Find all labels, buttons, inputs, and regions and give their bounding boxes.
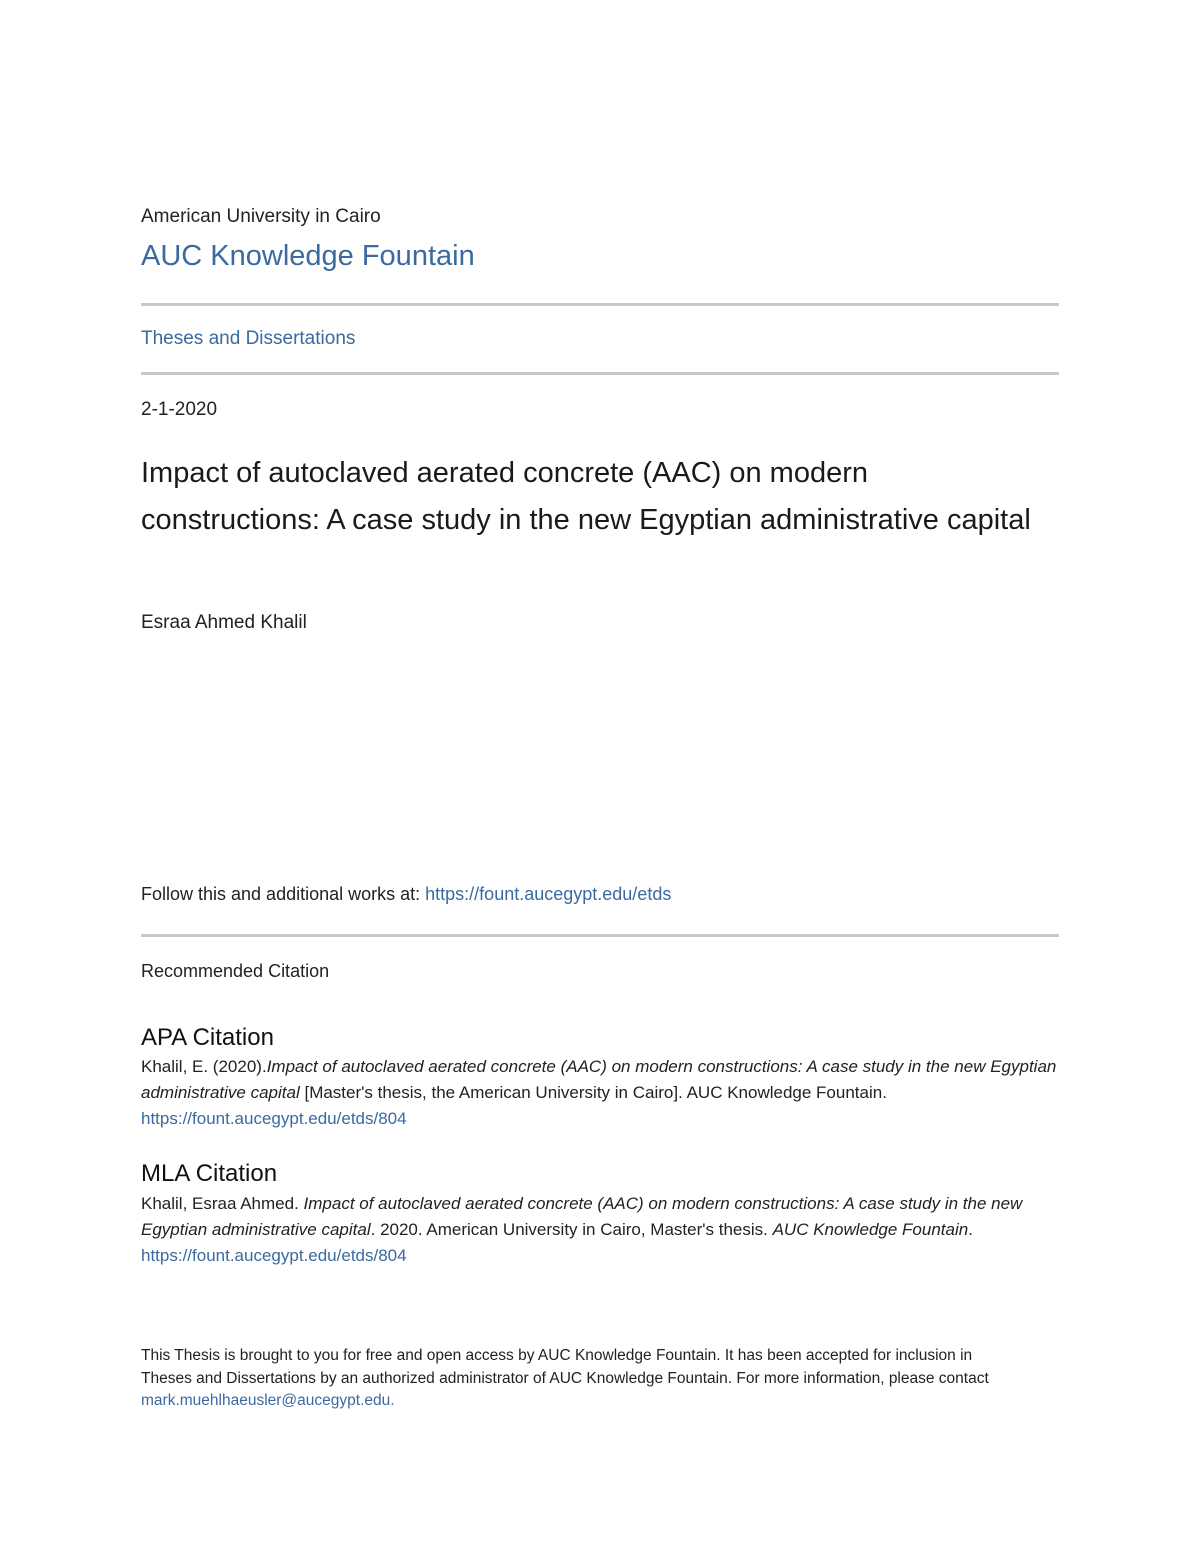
follow-prefix: Follow this and additional works at:	[141, 884, 426, 904]
repository-link[interactable]: AUC Knowledge Fountain	[141, 240, 475, 272]
mla-title: Impact of autoclaved aerated concrete (AAC) on modern constructions: A case study in the new Egyptian administrative capital	[141, 1194, 1023, 1239]
apa-suffix: [Master's thesis, the American University in Cairo]. AUC Knowledge Fountain.	[299, 1083, 887, 1102]
apa-prefix: Khalil, E. (2020).	[141, 1057, 267, 1076]
notice-end: .	[390, 1392, 395, 1409]
follow-link[interactable]: https://fount.aucegypt.edu/etds	[425, 884, 672, 904]
apa-citation-heading: APA Citation	[141, 1024, 274, 1051]
contact-email-link[interactable]: mark.muehlhaeusler@aucegypt.edu	[141, 1392, 391, 1409]
mla-source: AUC Knowledge Fountain	[772, 1220, 969, 1239]
recommended-citation-heading: Recommended Citation	[141, 961, 330, 981]
divider	[141, 303, 1059, 306]
mla-link[interactable]: https://fount.aucegypt.edu/etds/804	[141, 1246, 407, 1265]
mla-citation-heading: MLA Citation	[141, 1160, 278, 1187]
institution-name: American University in Cairo	[141, 206, 381, 227]
publication-date: 2-1-2020	[141, 399, 218, 420]
document-title: Impact of autoclaved aerated concrete (AAC) on modern constructions: A case study in the new Egyptian administrative capital	[141, 457, 1031, 536]
mla-citation	[141, 1191, 1059, 1269]
follow-line	[141, 884, 671, 905]
mla-prefix: Khalil, Esraa Ahmed.	[141, 1194, 304, 1213]
apa-title: Impact of autoclaved aerated concrete (AAC) on modern constructions: A case study in the new Egyptian administrative capital	[141, 1057, 1057, 1102]
apa-link[interactable]: https://fount.aucegypt.edu/etds/804	[141, 1109, 407, 1128]
divider	[141, 372, 1059, 375]
notice-text: This Thesis is brought to you for free and open access by AUC Knowledge Fountain. It has been accepted for inclusion in Theses and Dissertations by an authorized administrator of AUC Knowledge Fountain. For more information, please contact	[141, 1347, 989, 1387]
collection-link[interactable]: Theses and Dissertations	[141, 328, 356, 349]
mla-middle: . 2020. American University in Cairo, Master's thesis.	[370, 1220, 773, 1239]
author-name: Esraa Ahmed Khalil	[141, 612, 307, 633]
access-notice	[141, 1345, 1011, 1413]
divider	[141, 934, 1059, 937]
mla-end: .	[968, 1220, 973, 1239]
apa-citation	[141, 1054, 1059, 1132]
